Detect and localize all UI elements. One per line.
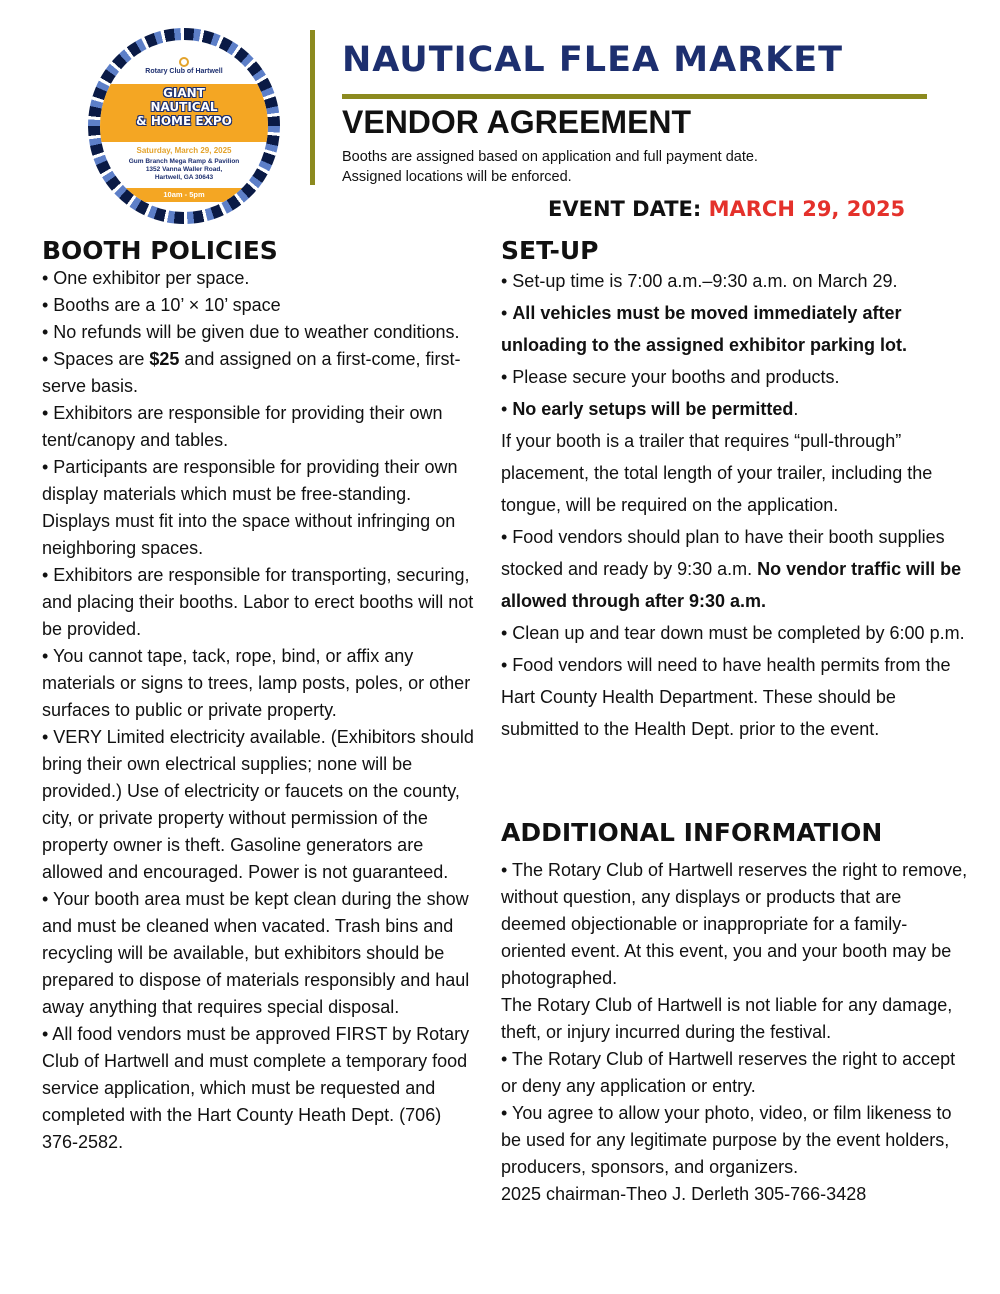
booth-policy-item: • Exhibitors are responsible for transporting, securing, and placing their booths. Labor to erect booths will not be provided.: [42, 565, 474, 639]
setup-item: • Food vendors will need to have health permits from the Hart County Health Department. These should be submitted to the Health Dept. prior to the event.: [501, 655, 951, 739]
setup-item: • All vehicles must be moved immediately after unloading to the assigned exhibitor parking lot.: [501, 303, 908, 355]
logo-title-band: [100, 84, 268, 142]
setup-heading: SET-UP: [501, 236, 599, 265]
setup-item: • No early setups will be permitted.: [501, 399, 799, 419]
logo-line-nautical: NAUTICAL: [150, 100, 218, 114]
space-price: $25: [149, 349, 180, 369]
booth-policies-section: [42, 236, 480, 1156]
logo-street: 1352 Vanna Waller Road,: [145, 166, 223, 173]
assignment-note: Booths are assigned based on application and full payment date.: [342, 149, 758, 165]
header-vertical-rule: [310, 30, 315, 185]
booth-policy-item: • Spaces are $25 and assigned on a first-come, first-serve basis.: [42, 349, 461, 396]
booth-policy-item: • You cannot tape, tack, rope, bind, or affix any materials or signs to trees, lamp posts, poles, or other surfaces to public or private property.: [42, 646, 471, 720]
event-date-value: MARCH 29, 2025: [708, 197, 906, 221]
booth-policy-item: • No refunds will be given due to weather conditions.: [42, 322, 460, 342]
booth-policy-item: • Booths are a 10’ × 10’ space: [42, 295, 281, 315]
page-title: NAUTICAL FLEA MARKET: [342, 40, 844, 80]
booth-policy-item: • Exhibitors are responsible for providing their own tent/canopy and tables.: [42, 403, 443, 450]
enforcement-note: Assigned locations will be enforced.: [342, 169, 572, 185]
chairman-contact: 2025 chairman-Theo J. Derleth 305-766-3428: [501, 1184, 867, 1204]
logo-address: [100, 158, 268, 182]
page-subtitle: VENDOR AGREEMENT: [342, 104, 692, 140]
event-date-label: EVENT DATE:: [548, 197, 702, 221]
booth-policy-item: • VERY Limited electricity available. (Exhibitors should bring their own electrical supplies; none will be provided.) Use of electricity or faucets on the county, city, or private property without permission of the property owner is theft. Gasoline generators are allowed and encouraged. Power is not guaranteed.: [42, 727, 474, 882]
additional-item: • You agree to allow your photo, video, or film likeness to be used for any legitimate purpose by the event holders, producers, sponsors, and organizers.: [501, 1103, 952, 1177]
logo-time: 10am - 5pm: [100, 188, 268, 202]
event-date-line: [548, 197, 905, 221]
logo-badge: [100, 40, 268, 212]
booth-policy-item: • All food vendors must be approved FIRST by Rotary Club of Hartwell and must complete a temporary food service application, which must be requested and completed with the Hart County Heath Dept. (706) 376-2582.: [42, 1024, 470, 1152]
rotary-wheel-icon: [179, 57, 189, 67]
expo-logo: [88, 28, 280, 224]
header-rule: [342, 94, 927, 99]
additional-item: • The Rotary Club of Hartwell reserves the right to remove, without question, any displays or products that are deemed objectionable or inappropriate for a family-oriented event. At this event, you and your booth may be photographed.: [501, 860, 968, 988]
booth-policy-item: • Participants are responsible for providing their own display materials which must be free-standing. Displays must fit into the space without infringing on neighboring spaces.: [42, 457, 458, 558]
setup-item: • Please secure your booths and products.: [501, 367, 840, 387]
additional-item: • The Rotary Club of Hartwell reserves the right to accept or deny any application or entry.: [501, 1049, 956, 1096]
setup-paragraph: If your booth is a trailer that requires “pull-through” placement, the total length of your trailer, including the tongue, will be required on the application.: [501, 431, 933, 515]
booth-policies-heading: BOOTH POLICIES: [42, 236, 278, 265]
setup-item: • Food vendors should plan to have their booth supplies stocked and ready by 9:30 a.m. No vendor traffic will be allowed through after 9:30 a.m.: [501, 527, 962, 611]
liability-note: The Rotary Club of Hartwell is not liable for any damage, theft, or injury incurred during the festival.: [501, 995, 953, 1042]
additional-info-heading: ADDITIONAL INFORMATION: [501, 818, 883, 847]
additional-info-section: [501, 818, 971, 1208]
logo-club-name: Rotary Club of Hartwell: [145, 68, 223, 75]
booth-policy-item: • Your booth area must be kept clean during the show and must be cleaned when vacated. Trash bins and recycling will be available, but exhibitors should be prepared to dispose of materials responsibly and haul away anything that requires special disposal.: [42, 889, 470, 1017]
logo-venue: Gum Branch Mega Ramp & Pavilion: [128, 158, 240, 165]
logo-line-home-expo: & HOME EXPO: [136, 114, 232, 128]
setup-item: • Clean up and tear down must be completed by 6:00 p.m.: [501, 623, 965, 643]
booth-policy-item: • One exhibitor per space.: [42, 268, 250, 288]
setup-item: • Set-up time is 7:00 a.m.–9:30 a.m. on March 29.: [501, 271, 898, 291]
logo-city: Hartwell, GA 30643: [154, 174, 214, 181]
logo-date: Saturday, March 29, 2025: [136, 146, 232, 155]
setup-section: [501, 236, 971, 745]
logo-line-giant: GIANT: [163, 86, 205, 100]
